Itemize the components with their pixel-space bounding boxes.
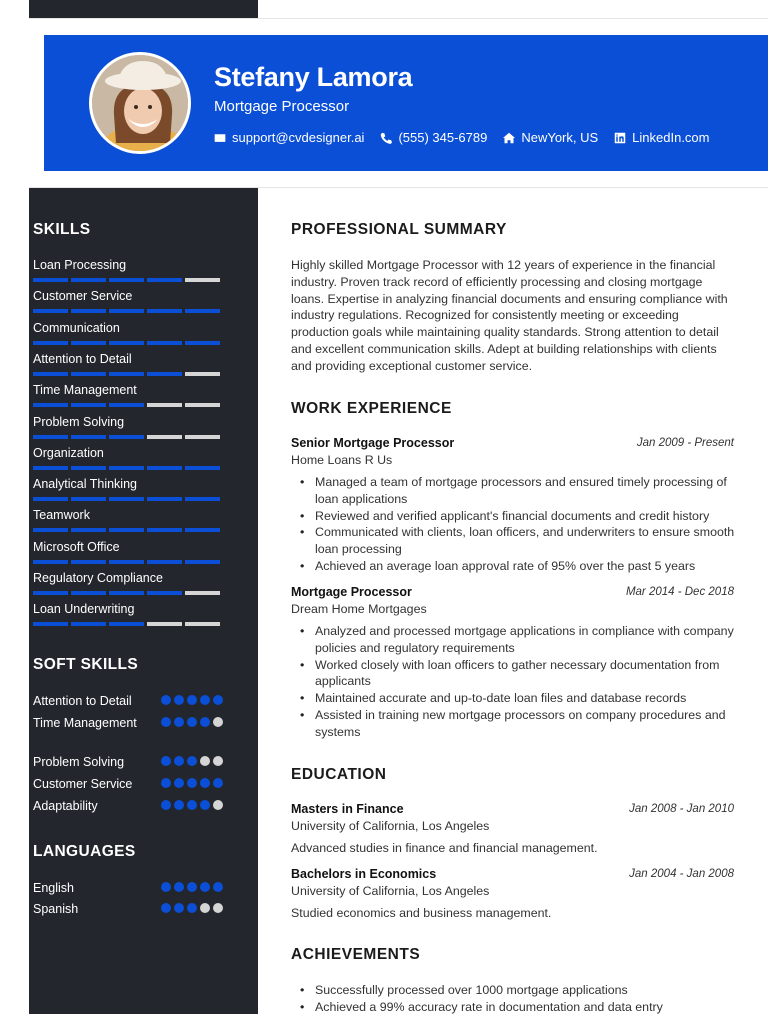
job-company: Dream Home Mortgages <box>291 602 427 616</box>
rating-row <box>33 879 223 895</box>
rating-dots <box>161 717 223 727</box>
skill-level-segment <box>109 278 144 282</box>
skill-level-segment <box>109 466 144 470</box>
rating-dot <box>200 756 210 766</box>
rating-dot <box>161 903 171 913</box>
rating-label: Adaptability <box>33 799 98 813</box>
job-date: Mar 2014 - Dec 2018 <box>625 586 734 598</box>
rating-dot <box>200 903 210 913</box>
skill-level-bar <box>33 403 223 407</box>
degree-description: Advanced studies in finance and financial management. <box>291 841 598 855</box>
skill-level-segment <box>71 435 106 439</box>
linkedin-icon <box>614 132 626 144</box>
list-item: • Worked closely with loan officers to gather necessary documentation from applicants <box>297 657 735 691</box>
contact-email-text: support@cvdesigner.ai <box>232 130 365 145</box>
rating-row <box>33 692 223 708</box>
rating-dot <box>213 756 223 766</box>
rating-dot <box>161 778 171 788</box>
job-bullets <box>297 474 735 575</box>
contact-location-text: NewYork, US <box>521 130 599 145</box>
skill-level-segment <box>33 560 68 564</box>
skill-level-segment <box>185 591 220 595</box>
skill-level-segment <box>71 372 106 376</box>
contact-linkedin-text: LinkedIn.com <box>632 130 710 145</box>
list-item: • Reviewed and verified applicant's financial documents and credit history <box>297 508 735 525</box>
skill-level-segment <box>109 403 144 407</box>
skill-level-segment <box>71 622 106 626</box>
skill-level-segment <box>109 341 144 345</box>
achievements-heading: ACHIEVEMENTS <box>291 946 421 963</box>
rating-dot <box>213 800 223 810</box>
list-item: • Maintained accurate and up-to-date loan files and database records <box>297 690 735 707</box>
rating-dot <box>213 903 223 913</box>
skill-label: Microsoft Office <box>33 539 120 554</box>
skill-level-segment <box>33 466 68 470</box>
skill-level-segment <box>185 403 220 407</box>
languages-heading: LANGUAGES <box>33 843 136 860</box>
rating-label: Problem Solving <box>33 755 125 769</box>
rating-dot <box>187 695 197 705</box>
job-title: Mortgage Processor <box>291 585 412 599</box>
degree-date: Jan 2004 - Jan 2008 <box>629 868 734 880</box>
skill-row <box>33 321 223 345</box>
skill-level-segment <box>185 341 220 345</box>
skill-label: Time Management <box>33 383 137 398</box>
list-item: • Analyzed and processed mortgage applications in compliance with company policies and regulatory requirements <box>297 623 735 657</box>
skill-level-bar <box>33 591 223 595</box>
skill-level-bar <box>33 309 223 313</box>
skill-row <box>33 446 223 470</box>
skill-row <box>33 415 223 439</box>
skill-label: Loan Underwriting <box>33 602 135 617</box>
rating-dot <box>161 717 171 727</box>
rating-label: Attention to Detail <box>33 694 132 708</box>
skill-level-segment <box>33 497 68 501</box>
skill-level-segment <box>147 466 182 470</box>
skill-row <box>33 540 223 564</box>
rating-dot <box>187 756 197 766</box>
rating-dots <box>161 882 223 892</box>
rating-dot <box>213 778 223 788</box>
skill-level-segment <box>109 309 144 313</box>
candidate-role: Mortgage Processor <box>214 98 350 115</box>
rating-dot <box>174 695 184 705</box>
skill-level-bar <box>33 278 223 282</box>
skill-label: Teamwork <box>33 508 90 523</box>
rating-dot <box>213 695 223 705</box>
achievements-list <box>297 982 735 1014</box>
rating-dot <box>161 882 171 892</box>
school-name: University of California, Los Angeles <box>291 884 490 898</box>
rating-row <box>33 900 223 916</box>
skill-row <box>33 508 223 532</box>
skill-row <box>33 289 223 313</box>
skill-level-segment <box>33 372 68 376</box>
skill-level-bar <box>33 341 223 345</box>
rating-label: Time Management <box>33 716 137 730</box>
skill-level-segment <box>71 560 106 564</box>
skill-level-segment <box>33 435 68 439</box>
skill-level-segment <box>185 528 220 532</box>
skill-level-segment <box>147 435 182 439</box>
school-name: University of California, Los Angeles <box>291 819 490 833</box>
skill-level-bar <box>33 560 223 564</box>
skill-level-segment <box>109 591 144 595</box>
skill-level-bar <box>33 372 223 376</box>
skill-level-segment <box>71 497 106 501</box>
skill-level-segment <box>71 341 106 345</box>
skill-label: Communication <box>33 320 120 335</box>
rating-label: Spanish <box>33 902 79 916</box>
rating-dots <box>161 903 223 913</box>
skill-level-segment <box>147 341 182 345</box>
job-date: Jan 2009 - Present <box>636 437 734 449</box>
skill-level-segment <box>33 278 68 282</box>
skill-level-segment <box>109 622 144 626</box>
skill-level-segment <box>109 435 144 439</box>
rating-dots <box>161 756 223 766</box>
skill-row <box>33 258 223 282</box>
phone-icon <box>380 132 392 144</box>
rating-dot <box>187 778 197 788</box>
rating-dot <box>200 778 210 788</box>
skill-level-segment <box>71 591 106 595</box>
list-item: • Communicated with clients, loan officers, and underwriters to ensure smooth loan processing <box>297 524 735 558</box>
rating-dot <box>213 882 223 892</box>
rating-dot <box>161 695 171 705</box>
rating-dot <box>161 756 171 766</box>
rating-label: English <box>33 881 74 895</box>
list-item: • Achieved an average loan approval rate of 95% over the past 5 years <box>297 558 735 575</box>
skill-label: Customer Service <box>33 289 133 304</box>
rating-dot <box>213 717 223 727</box>
skill-row <box>33 602 223 626</box>
profile-photo <box>89 52 191 154</box>
rating-row <box>33 797 223 813</box>
rating-dot <box>200 695 210 705</box>
skill-label: Analytical Thinking <box>33 477 137 492</box>
skill-label: Loan Processing <box>33 258 127 272</box>
skill-level-segment <box>147 497 182 501</box>
rating-row <box>33 714 223 730</box>
rating-row <box>33 753 223 769</box>
summary-text: Highly skilled Mortgage Processor with 12 years of experience in the financial industry. Proven track record of efficiently processing and closing mortgage loans. Expertise in analyzing financial documents and ensuring compliance with industry regulations. Recognized for consistently meeting or exceeding production goals while maintaining quality standards. Strong attention to detail and excellent communication skills. Adept at building relationships with clients and providing exceptional customer service. <box>291 258 728 373</box>
skill-level-segment <box>147 560 182 564</box>
soft-skills-heading: SOFT SKILLS <box>33 656 139 673</box>
skill-row <box>33 571 223 595</box>
rating-dot <box>174 882 184 892</box>
contact-location <box>503 130 598 145</box>
skill-level-segment <box>71 403 106 407</box>
skill-label: Problem Solving <box>33 414 125 429</box>
contact-email[interactable] <box>214 130 364 145</box>
skill-level-bar <box>33 528 223 532</box>
rating-dot <box>174 778 184 788</box>
skill-level-segment <box>147 528 182 532</box>
rating-dots <box>161 800 223 810</box>
job-title: Senior Mortgage Processor <box>291 436 455 450</box>
skill-level-bar <box>33 435 223 439</box>
experience-heading: WORK EXPERIENCE <box>291 400 452 417</box>
rating-label: Customer Service <box>33 777 133 791</box>
home-icon <box>503 132 515 144</box>
list-item: • Successfully processed over 1000 mortgage applications <box>297 982 735 999</box>
skill-level-segment <box>109 560 144 564</box>
skill-level-segment <box>33 622 68 626</box>
skill-level-segment <box>147 309 182 313</box>
skill-level-segment <box>147 372 182 376</box>
rating-dot <box>174 717 184 727</box>
skill-level-segment <box>185 560 220 564</box>
skill-level-segment <box>147 278 182 282</box>
skill-label: Attention to Detail <box>33 351 132 366</box>
skill-level-segment <box>185 435 220 439</box>
contact-phone-text: (555) 345-6789 <box>398 130 488 145</box>
skills-heading: SKILLS <box>33 221 91 238</box>
skill-level-segment <box>33 403 68 407</box>
degree-title: Masters in Finance <box>291 802 404 816</box>
skill-level-bar <box>33 466 223 470</box>
rating-dot <box>174 903 184 913</box>
rating-dot <box>161 800 171 810</box>
rating-dot <box>187 903 197 913</box>
skill-level-segment <box>71 309 106 313</box>
list-item: • Assisted in training new mortgage processors on company procedures and systems <box>297 707 735 741</box>
rating-dot <box>200 882 210 892</box>
skill-level-segment <box>109 528 144 532</box>
rating-dot <box>187 882 197 892</box>
education-heading: EDUCATION <box>291 766 387 783</box>
job-company: Home Loans R Us <box>291 453 393 467</box>
degree-description: Studied economics and business management. <box>291 906 552 920</box>
rating-dot <box>174 800 184 810</box>
skill-level-segment <box>185 466 220 470</box>
rating-dots <box>161 695 223 705</box>
skill-label: Organization <box>33 445 104 460</box>
skill-level-segment <box>185 278 220 282</box>
skill-level-segment <box>109 497 144 501</box>
skill-level-segment <box>71 466 106 470</box>
skill-level-bar <box>33 497 223 501</box>
skill-row <box>33 383 223 407</box>
rating-dot <box>187 800 197 810</box>
skill-level-segment <box>109 372 144 376</box>
skill-level-segment <box>185 372 220 376</box>
skill-level-segment <box>33 528 68 532</box>
rating-dot <box>174 756 184 766</box>
skill-level-segment <box>33 309 68 313</box>
envelope-icon <box>214 132 226 144</box>
rating-dot <box>200 717 210 727</box>
candidate-name: Stefany Lamora <box>214 62 413 92</box>
degree-date: Jan 2008 - Jan 2010 <box>629 803 734 815</box>
skill-level-segment <box>185 622 220 626</box>
summary-heading: PROFESSIONAL SUMMARY <box>291 221 507 238</box>
degree-title: Bachelors in Economics <box>291 867 437 881</box>
skill-level-segment <box>147 622 182 626</box>
skill-row <box>33 477 223 501</box>
skill-level-segment <box>71 278 106 282</box>
rating-dots <box>161 778 223 788</box>
contact-row <box>214 130 710 145</box>
contact-linkedin[interactable] <box>614 130 709 145</box>
skill-label: Regulatory Compliance <box>33 571 163 585</box>
skill-level-segment <box>33 341 68 345</box>
skill-level-bar <box>33 622 223 626</box>
list-item: • Managed a team of mortgage processors and ensured timely processing of loan applications <box>297 474 735 508</box>
rating-row <box>33 775 223 791</box>
skill-level-segment <box>33 591 68 595</box>
skill-level-segment <box>71 528 106 532</box>
job-bullets <box>297 623 735 741</box>
list-item: • Achieved a 99% accuracy rate in documentation and data entry <box>297 999 735 1014</box>
contact-phone[interactable] <box>380 130 487 145</box>
skill-row <box>33 352 223 376</box>
skill-level-segment <box>185 497 220 501</box>
rating-dot <box>200 800 210 810</box>
skill-level-segment <box>147 591 182 595</box>
rating-dot <box>187 717 197 727</box>
skill-level-segment <box>147 403 182 407</box>
skill-level-segment <box>185 309 220 313</box>
